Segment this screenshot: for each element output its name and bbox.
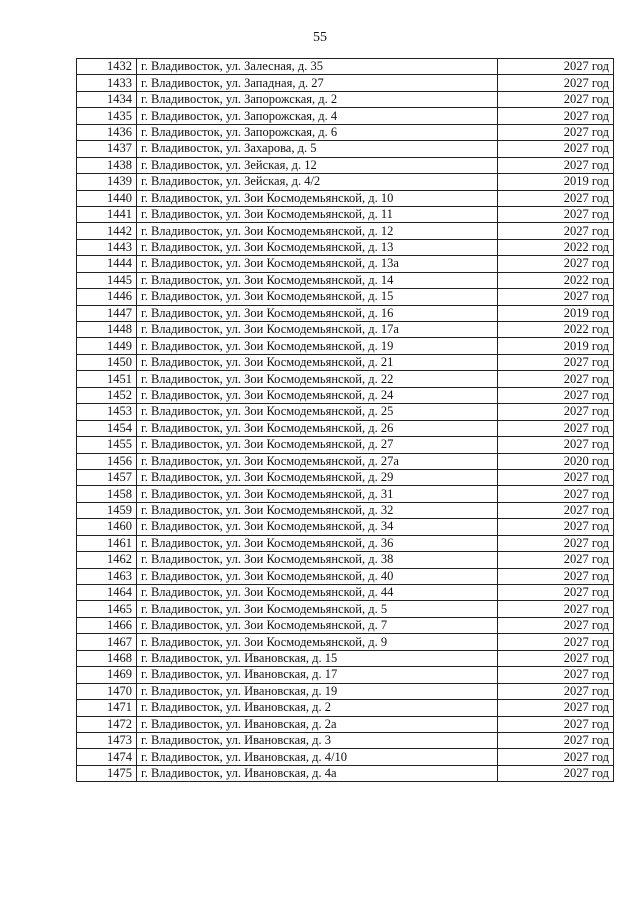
address-cell: г. Владивосток, ул. Запорожская, д. 4 (137, 108, 498, 124)
repair-year-cell: 2027 год (498, 716, 614, 732)
row-number-cell: 1459 (77, 502, 137, 518)
address-cell: г. Владивосток, ул. Зои Космодемьянской, д. 21 (137, 354, 498, 370)
repair-year-cell: 2027 год (498, 108, 614, 124)
address-cell: г. Владивосток, ул. Зои Космодемьянской, д. 31 (137, 486, 498, 502)
table-row (77, 338, 614, 354)
row-number-cell: 1468 (77, 650, 137, 666)
repair-year-cell: 2027 год (498, 749, 614, 765)
table-row (77, 141, 614, 157)
table-row (77, 75, 614, 91)
repair-year-cell: 2022 год (498, 239, 614, 255)
row-number-cell: 1432 (77, 59, 137, 75)
address-cell: г. Владивосток, ул. Зои Космодемьянской, д. 27 (137, 437, 498, 453)
address-cell: г. Владивосток, ул. Ивановская, д. 15 (137, 650, 498, 666)
repair-year-cell: 2027 год (498, 420, 614, 436)
address-cell: г. Владивосток, ул. Зои Космодемьянской, д. 25 (137, 404, 498, 420)
repair-year-cell: 2027 год (498, 552, 614, 568)
row-number-cell: 1448 (77, 322, 137, 338)
address-cell: г. Владивосток, ул. Зои Космодемьянской, д. 13а (137, 256, 498, 272)
repair-year-cell: 2019 год (498, 174, 614, 190)
row-number-cell: 1436 (77, 124, 137, 140)
repair-year-cell: 2019 год (498, 305, 614, 321)
row-number-cell: 1437 (77, 141, 137, 157)
row-number-cell: 1450 (77, 354, 137, 370)
address-cell: г. Владивосток, ул. Зои Космодемьянской, д. 24 (137, 387, 498, 403)
repair-year-cell: 2027 год (498, 256, 614, 272)
repair-year-cell: 2027 год (498, 568, 614, 584)
row-number-cell: 1446 (77, 289, 137, 305)
row-number-cell: 1452 (77, 387, 137, 403)
table-row (77, 272, 614, 288)
table-row (77, 420, 614, 436)
repair-year-cell: 2027 год (498, 585, 614, 601)
address-cell: г. Владивосток, ул. Зои Космодемьянской, д. 11 (137, 206, 498, 222)
table-row (77, 601, 614, 617)
row-number-cell: 1473 (77, 732, 137, 748)
table-row (77, 568, 614, 584)
address-cell: г. Владивосток, ул. Зои Космодемьянской, д. 32 (137, 502, 498, 518)
table-row (77, 716, 614, 732)
row-number-cell: 1471 (77, 700, 137, 716)
table-row (77, 437, 614, 453)
repair-year-cell: 2027 год (498, 486, 614, 502)
table-row (77, 585, 614, 601)
table-row (77, 765, 614, 781)
repair-year-cell: 2027 год (498, 223, 614, 239)
row-number-cell: 1463 (77, 568, 137, 584)
repair-year-cell: 2027 год (498, 732, 614, 748)
repair-year-cell: 2027 год (498, 190, 614, 206)
row-number-cell: 1462 (77, 552, 137, 568)
address-cell: г. Владивосток, ул. Зои Космодемьянской, д. 27а (137, 453, 498, 469)
row-number-cell: 1454 (77, 420, 137, 436)
address-cell: г. Владивосток, ул. Зои Космодемьянской, д. 5 (137, 601, 498, 617)
repair-year-cell: 2027 год (498, 437, 614, 453)
repair-year-cell: 2027 год (498, 519, 614, 535)
row-number-cell: 1442 (77, 223, 137, 239)
table-row (77, 256, 614, 272)
address-cell: г. Владивосток, ул. Зои Космодемьянской, д. 12 (137, 223, 498, 239)
table-row (77, 732, 614, 748)
repair-year-cell: 2027 год (498, 59, 614, 75)
repair-year-cell: 2022 год (498, 272, 614, 288)
repair-year-cell: 2027 год (498, 157, 614, 173)
address-cell: г. Владивосток, ул. Зои Космодемьянской, д. 22 (137, 371, 498, 387)
table-row (77, 552, 614, 568)
row-number-cell: 1464 (77, 585, 137, 601)
building-registry-table (76, 58, 614, 782)
repair-year-cell: 2020 год (498, 453, 614, 469)
table-row (77, 469, 614, 485)
repair-year-cell: 2027 год (498, 667, 614, 683)
row-number-cell: 1443 (77, 239, 137, 255)
row-number-cell: 1475 (77, 765, 137, 781)
table-row (77, 206, 614, 222)
table-row (77, 354, 614, 370)
repair-year-cell: 2027 год (498, 634, 614, 650)
table-row (77, 91, 614, 107)
address-cell: г. Владивосток, ул. Ивановская, д. 4/10 (137, 749, 498, 765)
row-number-cell: 1438 (77, 157, 137, 173)
address-cell: г. Владивосток, ул. Зои Космодемьянской, д. 44 (137, 585, 498, 601)
repair-year-cell: 2027 год (498, 765, 614, 781)
address-cell: г. Владивосток, ул. Западная, д. 27 (137, 75, 498, 91)
row-number-cell: 1466 (77, 617, 137, 633)
address-cell: г. Владивосток, ул. Зои Космодемьянской, д. 7 (137, 617, 498, 633)
table-row (77, 634, 614, 650)
row-number-cell: 1453 (77, 404, 137, 420)
repair-year-cell: 2027 год (498, 289, 614, 305)
repair-year-cell: 2027 год (498, 617, 614, 633)
row-number-cell: 1451 (77, 371, 137, 387)
row-number-cell: 1447 (77, 305, 137, 321)
address-cell: г. Владивосток, ул. Зои Космодемьянской, д. 40 (137, 568, 498, 584)
table-row (77, 519, 614, 535)
row-number-cell: 1469 (77, 667, 137, 683)
table-row (77, 157, 614, 173)
table-row (77, 371, 614, 387)
table-row (77, 749, 614, 765)
address-cell: г. Владивосток, ул. Зейская, д. 4/2 (137, 174, 498, 190)
table-row (77, 322, 614, 338)
table-row (77, 502, 614, 518)
row-number-cell: 1457 (77, 469, 137, 485)
address-cell: г. Владивосток, ул. Зои Космодемьянской, д. 34 (137, 519, 498, 535)
row-number-cell: 1458 (77, 486, 137, 502)
table-row (77, 223, 614, 239)
table-row (77, 683, 614, 699)
row-number-cell: 1434 (77, 91, 137, 107)
address-cell: г. Владивосток, ул. Зои Космодемьянской, д. 14 (137, 272, 498, 288)
row-number-cell: 1455 (77, 437, 137, 453)
address-cell: г. Владивосток, ул. Зои Космодемьянской, д. 9 (137, 634, 498, 650)
address-cell: г. Владивосток, ул. Захарова, д. 5 (137, 141, 498, 157)
row-number-cell: 1440 (77, 190, 137, 206)
repair-year-cell: 2027 год (498, 354, 614, 370)
repair-year-cell: 2027 год (498, 387, 614, 403)
repair-year-cell: 2027 год (498, 206, 614, 222)
table-row (77, 124, 614, 140)
row-number-cell: 1449 (77, 338, 137, 354)
row-number-cell: 1470 (77, 683, 137, 699)
repair-year-cell: 2027 год (498, 404, 614, 420)
repair-year-cell: 2027 год (498, 535, 614, 551)
row-number-cell: 1474 (77, 749, 137, 765)
table-row (77, 190, 614, 206)
address-cell: г. Владивосток, ул. Залесная, д. 35 (137, 59, 498, 75)
row-number-cell: 1441 (77, 206, 137, 222)
repair-year-cell: 2022 год (498, 322, 614, 338)
row-number-cell: 1439 (77, 174, 137, 190)
address-cell: г. Владивосток, ул. Зои Космодемьянской, д. 26 (137, 420, 498, 436)
repair-year-cell: 2027 год (498, 469, 614, 485)
table-row (77, 174, 614, 190)
row-number-cell: 1445 (77, 272, 137, 288)
row-number-cell: 1465 (77, 601, 137, 617)
row-number-cell: 1461 (77, 535, 137, 551)
address-cell: г. Владивосток, ул. Зои Космодемьянской, д. 17а (137, 322, 498, 338)
table-row (77, 108, 614, 124)
repair-year-cell: 2019 год (498, 338, 614, 354)
registry-table-body (77, 59, 614, 782)
row-number-cell: 1456 (77, 453, 137, 469)
address-cell: г. Владивосток, ул. Ивановская, д. 2а (137, 716, 498, 732)
table-row (77, 239, 614, 255)
address-cell: г. Владивосток, ул. Ивановская, д. 17 (137, 667, 498, 683)
address-cell: г. Владивосток, ул. Ивановская, д. 2 (137, 700, 498, 716)
address-cell: г. Владивосток, ул. Зои Космодемьянской, д. 15 (137, 289, 498, 305)
address-cell: г. Владивосток, ул. Запорожская, д. 2 (137, 91, 498, 107)
table-row (77, 59, 614, 75)
repair-year-cell: 2027 год (498, 75, 614, 91)
address-cell: г. Владивосток, ул. Ивановская, д. 19 (137, 683, 498, 699)
table-row (77, 700, 614, 716)
repair-year-cell: 2027 год (498, 141, 614, 157)
repair-year-cell: 2027 год (498, 683, 614, 699)
address-cell: г. Владивосток, ул. Ивановская, д. 3 (137, 732, 498, 748)
address-cell: г. Владивосток, ул. Зейская, д. 12 (137, 157, 498, 173)
table-row (77, 453, 614, 469)
address-cell: г. Владивосток, ул. Ивановская, д. 4а (137, 765, 498, 781)
address-cell: г. Владивосток, ул. Запорожская, д. 6 (137, 124, 498, 140)
repair-year-cell: 2027 год (498, 371, 614, 387)
table-row (77, 617, 614, 633)
row-number-cell: 1433 (77, 75, 137, 91)
repair-year-cell: 2027 год (498, 91, 614, 107)
table-row (77, 650, 614, 666)
address-cell: г. Владивосток, ул. Зои Космодемьянской, д. 38 (137, 552, 498, 568)
repair-year-cell: 2027 год (498, 124, 614, 140)
table-row (77, 535, 614, 551)
repair-year-cell: 2027 год (498, 700, 614, 716)
page-number: 55 (313, 30, 327, 45)
repair-year-cell: 2027 год (498, 502, 614, 518)
address-cell: г. Владивосток, ул. Зои Космодемьянской, д. 10 (137, 190, 498, 206)
repair-year-cell: 2027 год (498, 601, 614, 617)
table-row (77, 289, 614, 305)
address-cell: г. Владивосток, ул. Зои Космодемьянской, д. 36 (137, 535, 498, 551)
repair-year-cell: 2027 год (498, 650, 614, 666)
table-row (77, 667, 614, 683)
row-number-cell: 1467 (77, 634, 137, 650)
row-number-cell: 1460 (77, 519, 137, 535)
address-cell: г. Владивосток, ул. Зои Космодемьянской, д. 19 (137, 338, 498, 354)
address-cell: г. Владивосток, ул. Зои Космодемьянской, д. 29 (137, 469, 498, 485)
row-number-cell: 1472 (77, 716, 137, 732)
table-row (77, 486, 614, 502)
row-number-cell: 1444 (77, 256, 137, 272)
table-row (77, 404, 614, 420)
row-number-cell: 1435 (77, 108, 137, 124)
table-row (77, 387, 614, 403)
table-row (77, 305, 614, 321)
address-cell: г. Владивосток, ул. Зои Космодемьянской, д. 13 (137, 239, 498, 255)
address-cell: г. Владивосток, ул. Зои Космодемьянской, д. 16 (137, 305, 498, 321)
